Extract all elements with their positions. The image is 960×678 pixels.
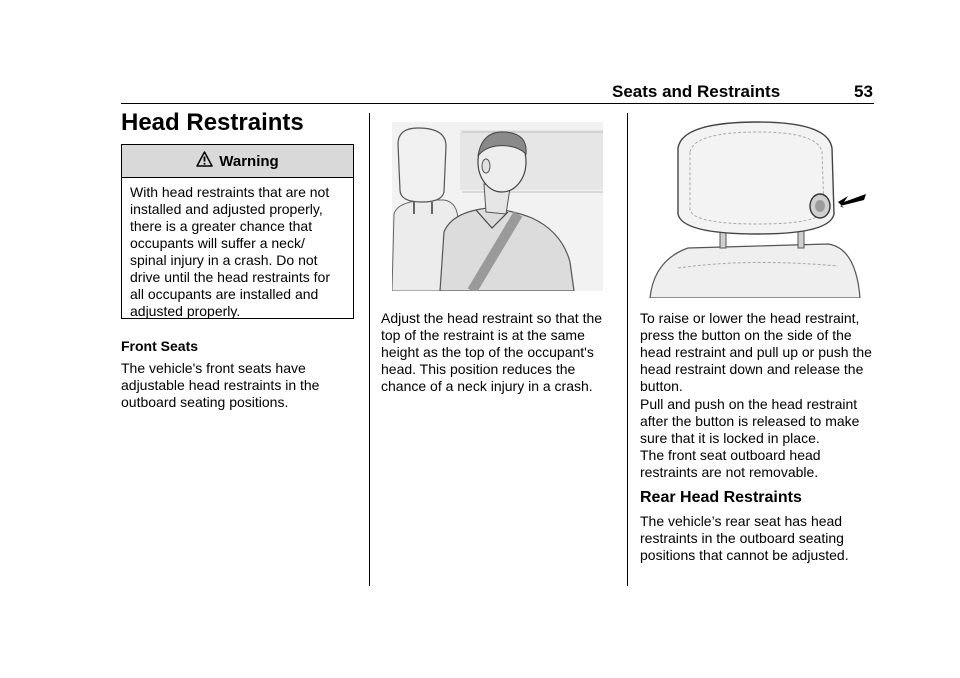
column-divider-left	[369, 113, 370, 586]
not-removable-paragraph: The front seat outboard head restraints are not removable.	[640, 447, 821, 480]
lock-check-paragraph: Pull and push on the head restraint after the button is released to make sure that it is locked in place.	[640, 396, 860, 446]
warning-box	[121, 144, 354, 319]
header-rule	[121, 103, 874, 104]
rear-restraints-paragraph: The vehicle’s rear seat has head restraints in the outboard seating positions that cannot be adjusted.	[640, 513, 849, 563]
warning-text: With head restraints that are not installed and adjusted properly, there is a greater chance that occupants will suffer a neck/ spinal injury in a crash. Do not drive until the head restraints for all occupants are installed and adjusted properly.	[130, 184, 330, 319]
occupant-head-restraint-illustration	[392, 122, 603, 291]
page-number: 53	[854, 82, 873, 101]
raise-lower-paragraph: To raise or lower the head restraint, press the button on the side of the head restraint and pull up or push the head restraint down and release the button.	[640, 310, 872, 394]
warning-title: Warning	[219, 152, 279, 170]
running-header-section: Seats and Restraints	[612, 82, 781, 101]
rear-head-restraints-heading: Rear Head Restraints	[640, 489, 802, 506]
warning-header	[122, 145, 353, 178]
warning-triangle-icon	[196, 151, 213, 171]
page-title: Head Restraints	[121, 109, 304, 136]
subheading-front-seats: Front Seats	[121, 338, 199, 354]
column-divider-right	[627, 113, 628, 586]
adjust-restraint-paragraph: Adjust the head restraint so that the top of the restraint is at the same height as the top of the occupant's head. This position reduces the chance of a neck injury in a crash.	[381, 310, 603, 394]
head-restraint-button-illustration	[648, 118, 870, 298]
front-seats-paragraph: The vehicle's front seats have adjustable head restraints in the outboard seating positions.	[121, 360, 320, 410]
